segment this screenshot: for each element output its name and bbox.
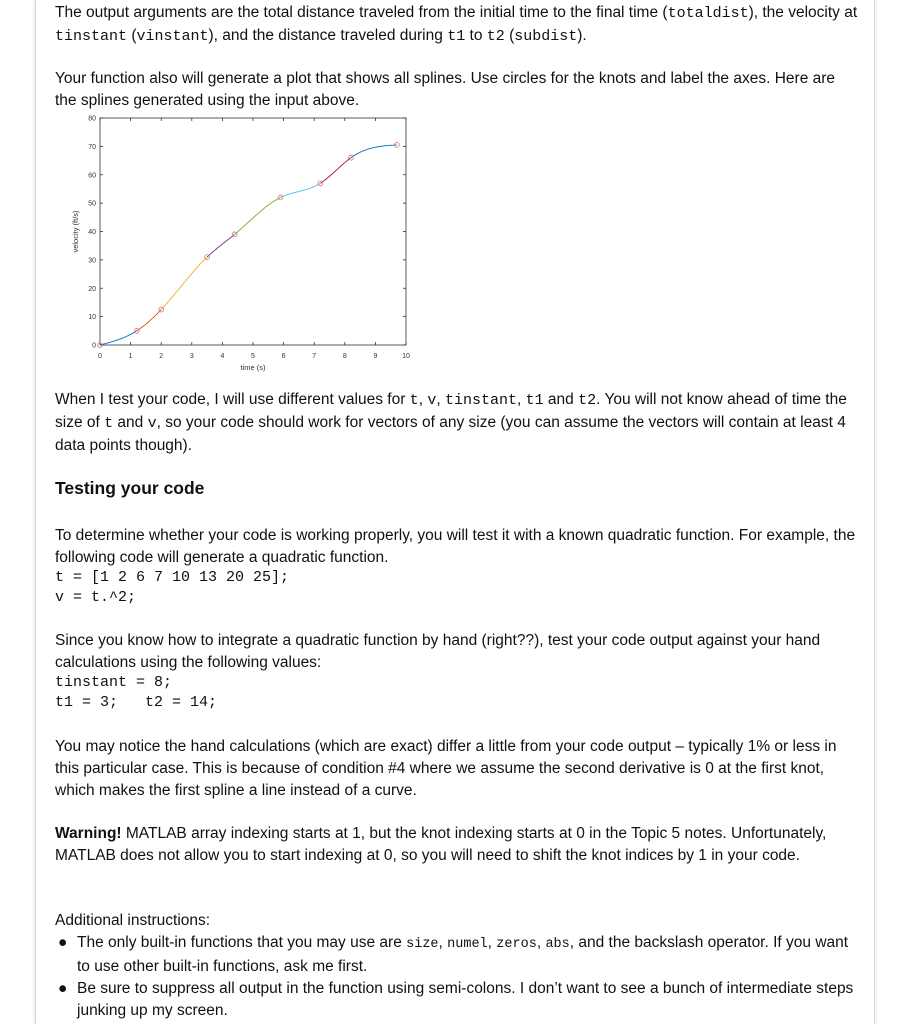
warning-label: Warning! bbox=[55, 825, 122, 842]
x-tick-label: 5 bbox=[251, 353, 255, 360]
x-tick-label: 1 bbox=[128, 353, 133, 360]
spline-chart bbox=[60, 108, 410, 372]
bullet-icon: ● bbox=[58, 980, 68, 997]
y-tick-label: 40 bbox=[88, 229, 96, 236]
instructions-list bbox=[55, 932, 865, 1022]
additional-instructions-label: Additional instructions: bbox=[55, 912, 211, 929]
x-tick-label: 8 bbox=[342, 353, 347, 360]
code-line: t = [1 2 6 7 10 13 20 25]; bbox=[55, 569, 290, 586]
bullet-icon: ● bbox=[58, 934, 68, 951]
x-tick-label: 3 bbox=[189, 353, 194, 360]
list-item: ● Be sure to suppress all output in the function using semi-colons. I don’t want to see a bunch of intermediate steps junking up my screen. bbox=[58, 980, 854, 1019]
y-tick-label: 50 bbox=[88, 200, 96, 208]
x-tick-label: 0 bbox=[98, 353, 102, 360]
list-item: ● The only built-in functions that you may use are size, numel, zeros, abs, and the backslash operator. If you want to use other built-in functions, ask me first. bbox=[58, 934, 849, 975]
y-tick-label: 30 bbox=[88, 257, 96, 265]
testing-values-paragraph: When I test your code, I will use different values for t, v, tinstant, t1 and t2. You will not know ahead of time the size of t and v, so your code should work for vectors of any size (you can assume the vectors will contain at least 4 data points though). bbox=[55, 391, 847, 454]
y-tick-label: 70 bbox=[88, 143, 96, 151]
code-block-quadratic bbox=[55, 568, 289, 608]
y-tick-label: 80 bbox=[88, 115, 96, 123]
x-tick-label: 2 bbox=[159, 353, 164, 360]
accuracy-note-paragraph: You may notice the hand calculations (which are exact) differ a little from your code output – typically 1% or less in this particular case. This is because of condition #4 where we assume the second derivative is 0 at the first knot, which makes the first spline a line instead of a curve. bbox=[55, 738, 837, 799]
quadratic-intro-paragraph: To determine whether your code is working properly, you will test it with a known quadratic function. For example, the following code will generate a quadratic function. bbox=[55, 527, 856, 566]
plot-description-paragraph: Your function also will generate a plot that shows all splines. Use circles for the knots and label the axes. Here are the splines generated using the input above. bbox=[55, 70, 836, 109]
x-axis-label: time (s) bbox=[240, 363, 266, 372]
output-arguments-paragraph: The output arguments are the total distance traveled from the initial time to the final time (totaldist), the velocity at tinstant (vinstant), and the distance traveled during t1 to t2 (subdist). bbox=[55, 4, 858, 45]
y-tick-label: 10 bbox=[88, 314, 96, 322]
code-line: tinstant = 8; bbox=[55, 674, 173, 691]
x-tick-label: 4 bbox=[220, 353, 225, 360]
y-axis-label: velocity (ft/s) bbox=[71, 210, 80, 253]
y-tick-label: 0 bbox=[92, 342, 96, 350]
hand-calculation-paragraph: Since you know how to integrate a quadratic function by hand (right??), test your code output against your hand calculations using the following values: bbox=[55, 632, 821, 671]
section-heading: Testing your code bbox=[55, 478, 205, 498]
x-tick-label: 6 bbox=[281, 353, 286, 360]
x-tick-label: 9 bbox=[373, 353, 378, 360]
code-block-values bbox=[55, 673, 217, 713]
x-tick-label: 10 bbox=[402, 353, 410, 360]
y-tick-label: 20 bbox=[88, 285, 96, 293]
y-tick-label: 60 bbox=[88, 172, 96, 180]
x-tick-label: 7 bbox=[312, 353, 317, 360]
code-line: t1 = 3; t2 = 14; bbox=[55, 694, 218, 711]
warning-paragraph: Warning! MATLAB array indexing starts at 1, but the knot indexing starts at 0 in the Topic 5 notes. Unfortunately, MATLAB does not allow you to start indexing at 0, so you will need to shift the knot indices by 1 in your code. bbox=[55, 825, 827, 864]
code-line: v = t.^2; bbox=[55, 589, 137, 606]
